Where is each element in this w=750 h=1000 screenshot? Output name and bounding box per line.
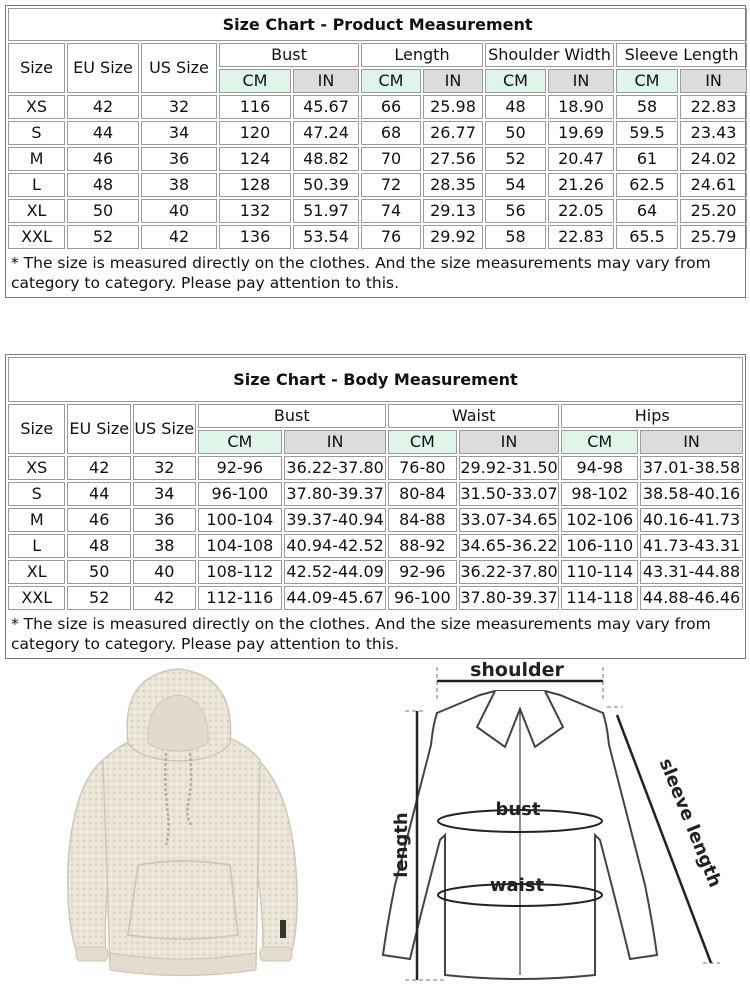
table-cell: 37.80-39.37 xyxy=(284,482,386,506)
table-cell: 114-118 xyxy=(561,586,638,610)
table-cell: 22.83 xyxy=(548,225,614,249)
table-row xyxy=(8,560,743,584)
waist-header: Waist xyxy=(388,404,559,428)
table-cell: 36.22-37.80 xyxy=(284,456,386,480)
hips-header: Hips xyxy=(561,404,743,428)
table-cell: 36.22-37.80 xyxy=(459,560,560,584)
table-cell: 72 xyxy=(361,173,421,197)
table-cell: XXL xyxy=(8,586,65,610)
eu-size-header: EU Size xyxy=(67,43,139,93)
size-header: Size xyxy=(8,43,65,93)
table-cell: 132 xyxy=(219,199,291,223)
table-cell: M xyxy=(8,147,65,171)
table-cell: 22.05 xyxy=(548,199,614,223)
table-cell: 18.90 xyxy=(548,95,614,119)
table-row xyxy=(8,199,747,223)
table-cell: 23.43 xyxy=(680,121,747,145)
table-cell: 108-112 xyxy=(198,560,283,584)
table-cell: 110-114 xyxy=(561,560,638,584)
table-cell: XS xyxy=(8,456,65,480)
table-cell: 20.47 xyxy=(548,147,614,171)
unit-in-header: IN xyxy=(293,69,359,93)
table-cell: 40 xyxy=(141,199,217,223)
table-cell: 106-110 xyxy=(561,534,638,558)
table-cell: 25.79 xyxy=(680,225,747,249)
table-cell: 61 xyxy=(616,147,678,171)
left-cuff xyxy=(76,947,108,961)
table-cell: 40.16-41.73 xyxy=(640,508,743,532)
table-cell: 39.37-40.94 xyxy=(284,508,386,532)
table-cell: 38.58-40.16 xyxy=(640,482,743,506)
table-cell: XL xyxy=(8,560,65,584)
hoodie-product-image xyxy=(58,665,308,990)
bust-header: Bust xyxy=(219,43,359,67)
body-size-chart xyxy=(5,354,746,659)
table-cell: 92-96 xyxy=(388,560,457,584)
unit-cm-header: CM xyxy=(561,430,638,454)
unit-cm-header: CM xyxy=(198,430,283,454)
table-row xyxy=(8,456,743,480)
table-cell: 44.88-46.46 xyxy=(640,586,743,610)
waist-label: waist xyxy=(489,875,545,896)
shoulder-width-header: Shoulder Width xyxy=(485,43,614,67)
table-cell: 26.77 xyxy=(423,121,483,145)
table-cell: 27.56 xyxy=(423,147,483,171)
table-cell: 116 xyxy=(219,95,291,119)
table-cell: 45.67 xyxy=(293,95,359,119)
table-cell: 65.5 xyxy=(616,225,678,249)
table-cell: 58 xyxy=(485,225,546,249)
table-cell: 29.92 xyxy=(423,225,483,249)
table-cell: 34 xyxy=(133,482,196,506)
table-row xyxy=(8,534,743,558)
unit-in-header: IN xyxy=(640,430,743,454)
bust-header: Bust xyxy=(198,404,387,428)
table-cell: 70 xyxy=(361,147,421,171)
table-cell: 29.13 xyxy=(423,199,483,223)
table-cell: XXL xyxy=(8,225,65,249)
table-cell: 24.61 xyxy=(680,173,747,197)
table-cell: 59.5 xyxy=(616,121,678,145)
table-cell: 19.69 xyxy=(548,121,614,145)
table-cell: 80-84 xyxy=(388,482,457,506)
table-cell: 96-100 xyxy=(388,586,457,610)
table-cell: 40 xyxy=(133,560,196,584)
table-cell: 128 xyxy=(219,173,291,197)
table-cell: 24.02 xyxy=(680,147,747,171)
table-cell: 136 xyxy=(219,225,291,249)
table-row xyxy=(8,225,747,249)
table-cell: 68 xyxy=(361,121,421,145)
unit-cm-header: CM xyxy=(219,69,291,93)
table-cell: 88-92 xyxy=(388,534,457,558)
table-cell: 41.73-43.31 xyxy=(640,534,743,558)
table-cell: 46 xyxy=(67,508,131,532)
table-cell: 34.65-36.22 xyxy=(459,534,560,558)
table-cell: 96-100 xyxy=(198,482,283,506)
table-cell: 52 xyxy=(67,225,139,249)
right-cuff xyxy=(260,947,292,961)
table-cell: 37.80-39.37 xyxy=(459,586,560,610)
table-cell: 34 xyxy=(141,121,217,145)
table-cell: 64 xyxy=(616,199,678,223)
hoodie-illustration xyxy=(58,665,308,990)
unit-in-header: IN xyxy=(548,69,614,93)
table-cell: 44.09-45.67 xyxy=(284,586,386,610)
table-cell: 22.83 xyxy=(680,95,747,119)
unit-in-header: IN xyxy=(459,430,560,454)
table-cell: 33.07-34.65 xyxy=(459,508,560,532)
table-cell: 32 xyxy=(141,95,217,119)
table-cell: 51.97 xyxy=(293,199,359,223)
product-size-chart xyxy=(5,5,746,298)
table-cell: M xyxy=(8,508,65,532)
table-cell: 58 xyxy=(616,95,678,119)
table-cell: S xyxy=(8,121,65,145)
bust-label: bust xyxy=(495,799,541,820)
table-cell: 21.26 xyxy=(548,173,614,197)
table-cell: 48 xyxy=(67,173,139,197)
table-cell: 66 xyxy=(361,95,421,119)
table-cell: XL xyxy=(8,199,65,223)
table-cell: L xyxy=(8,534,65,558)
table-cell: 74 xyxy=(361,199,421,223)
table-cell: 52 xyxy=(485,147,546,171)
table-cell: S xyxy=(8,482,65,506)
table-cell: 28.35 xyxy=(423,173,483,197)
table-cell: 50 xyxy=(67,560,131,584)
unit-cm-header: CM xyxy=(616,69,678,93)
table-cell: 124 xyxy=(219,147,291,171)
table-cell: 56 xyxy=(485,199,546,223)
product-chart-note: * The size is measured directly on the clothes. And the size measurements may vary from category to category. Please pay attention to this. xyxy=(11,254,711,292)
table-cell: 25.98 xyxy=(423,95,483,119)
unit-in-header: IN xyxy=(284,430,386,454)
unit-in-header: IN xyxy=(680,69,747,93)
table-cell: 76 xyxy=(361,225,421,249)
table-cell: 100-104 xyxy=(198,508,283,532)
table-row xyxy=(8,95,747,119)
table-row xyxy=(8,173,747,197)
product-size-table xyxy=(6,6,749,297)
table-cell: 48 xyxy=(67,534,131,558)
table-cell: 53.54 xyxy=(293,225,359,249)
shoulder-label: shoulder xyxy=(470,659,564,681)
table-cell: 47.24 xyxy=(293,121,359,145)
unit-cm-header: CM xyxy=(388,430,457,454)
table-cell: 76-80 xyxy=(388,456,457,480)
table-cell: 31.50-33.07 xyxy=(459,482,560,506)
table-row xyxy=(8,147,747,171)
table-cell: 29.92-31.50 xyxy=(459,456,560,480)
unit-in-header: IN xyxy=(423,69,483,93)
table-row xyxy=(8,482,743,506)
table-cell: L xyxy=(8,173,65,197)
table-cell: 43.31-44.88 xyxy=(640,560,743,584)
table-cell: 42 xyxy=(133,586,196,610)
eu-size-header: EU Size xyxy=(67,404,131,454)
unit-cm-header: CM xyxy=(485,69,546,93)
table-row xyxy=(8,121,747,145)
table-cell: 46 xyxy=(67,147,139,171)
table-cell: 50.39 xyxy=(293,173,359,197)
measurement-diagram xyxy=(345,655,745,995)
table-cell: 50 xyxy=(67,199,139,223)
table-cell: 94-98 xyxy=(561,456,638,480)
table-cell: 32 xyxy=(133,456,196,480)
product-chart-title: Size Chart - Product Measurement xyxy=(8,8,747,41)
label-tag xyxy=(280,920,286,938)
body-chart-note: * The size is measured directly on the clothes. And the size measurements may vary from category to category. Please pay attention to this. xyxy=(11,615,711,653)
table-cell: 42 xyxy=(67,456,131,480)
table-cell: 102-106 xyxy=(561,508,638,532)
us-size-header: US Size xyxy=(133,404,196,454)
table-cell: 42 xyxy=(141,225,217,249)
table-cell: 36 xyxy=(133,508,196,532)
table-cell: 48.82 xyxy=(293,147,359,171)
table-row xyxy=(8,586,743,610)
table-cell: 112-116 xyxy=(198,586,283,610)
table-cell: 50 xyxy=(485,121,546,145)
table-cell: 120 xyxy=(219,121,291,145)
table-row xyxy=(8,508,743,532)
table-cell: 48 xyxy=(485,95,546,119)
table-cell: 40.94-42.52 xyxy=(284,534,386,558)
table-cell: 37.01-38.58 xyxy=(640,456,743,480)
length-header: Length xyxy=(361,43,483,67)
table-cell: 84-88 xyxy=(388,508,457,532)
unit-cm-header: CM xyxy=(361,69,421,93)
us-size-header: US Size xyxy=(141,43,217,93)
sleeve-length-label: sleeve length xyxy=(654,755,726,891)
table-cell: 38 xyxy=(133,534,196,558)
table-cell: 62.5 xyxy=(616,173,678,197)
table-cell: 98-102 xyxy=(561,482,638,506)
shirt-diagram xyxy=(345,655,745,995)
table-cell: 52 xyxy=(67,586,131,610)
length-label: length xyxy=(391,812,412,878)
table-cell: 44 xyxy=(67,482,131,506)
table-cell: XS xyxy=(8,95,65,119)
sleeve-length-header: Sleeve Length xyxy=(616,43,747,67)
size-header: Size xyxy=(8,404,65,454)
table-cell: 38 xyxy=(141,173,217,197)
table-cell: 44 xyxy=(67,121,139,145)
table-cell: 54 xyxy=(485,173,546,197)
body-chart-title: Size Chart - Body Measurement xyxy=(8,357,743,402)
table-cell: 36 xyxy=(141,147,217,171)
table-cell: 104-108 xyxy=(198,534,283,558)
table-cell: 42 xyxy=(67,95,139,119)
table-cell: 92-96 xyxy=(198,456,283,480)
table-cell: 25.20 xyxy=(680,199,747,223)
body-size-table xyxy=(6,355,745,658)
table-cell: 42.52-44.09 xyxy=(284,560,386,584)
